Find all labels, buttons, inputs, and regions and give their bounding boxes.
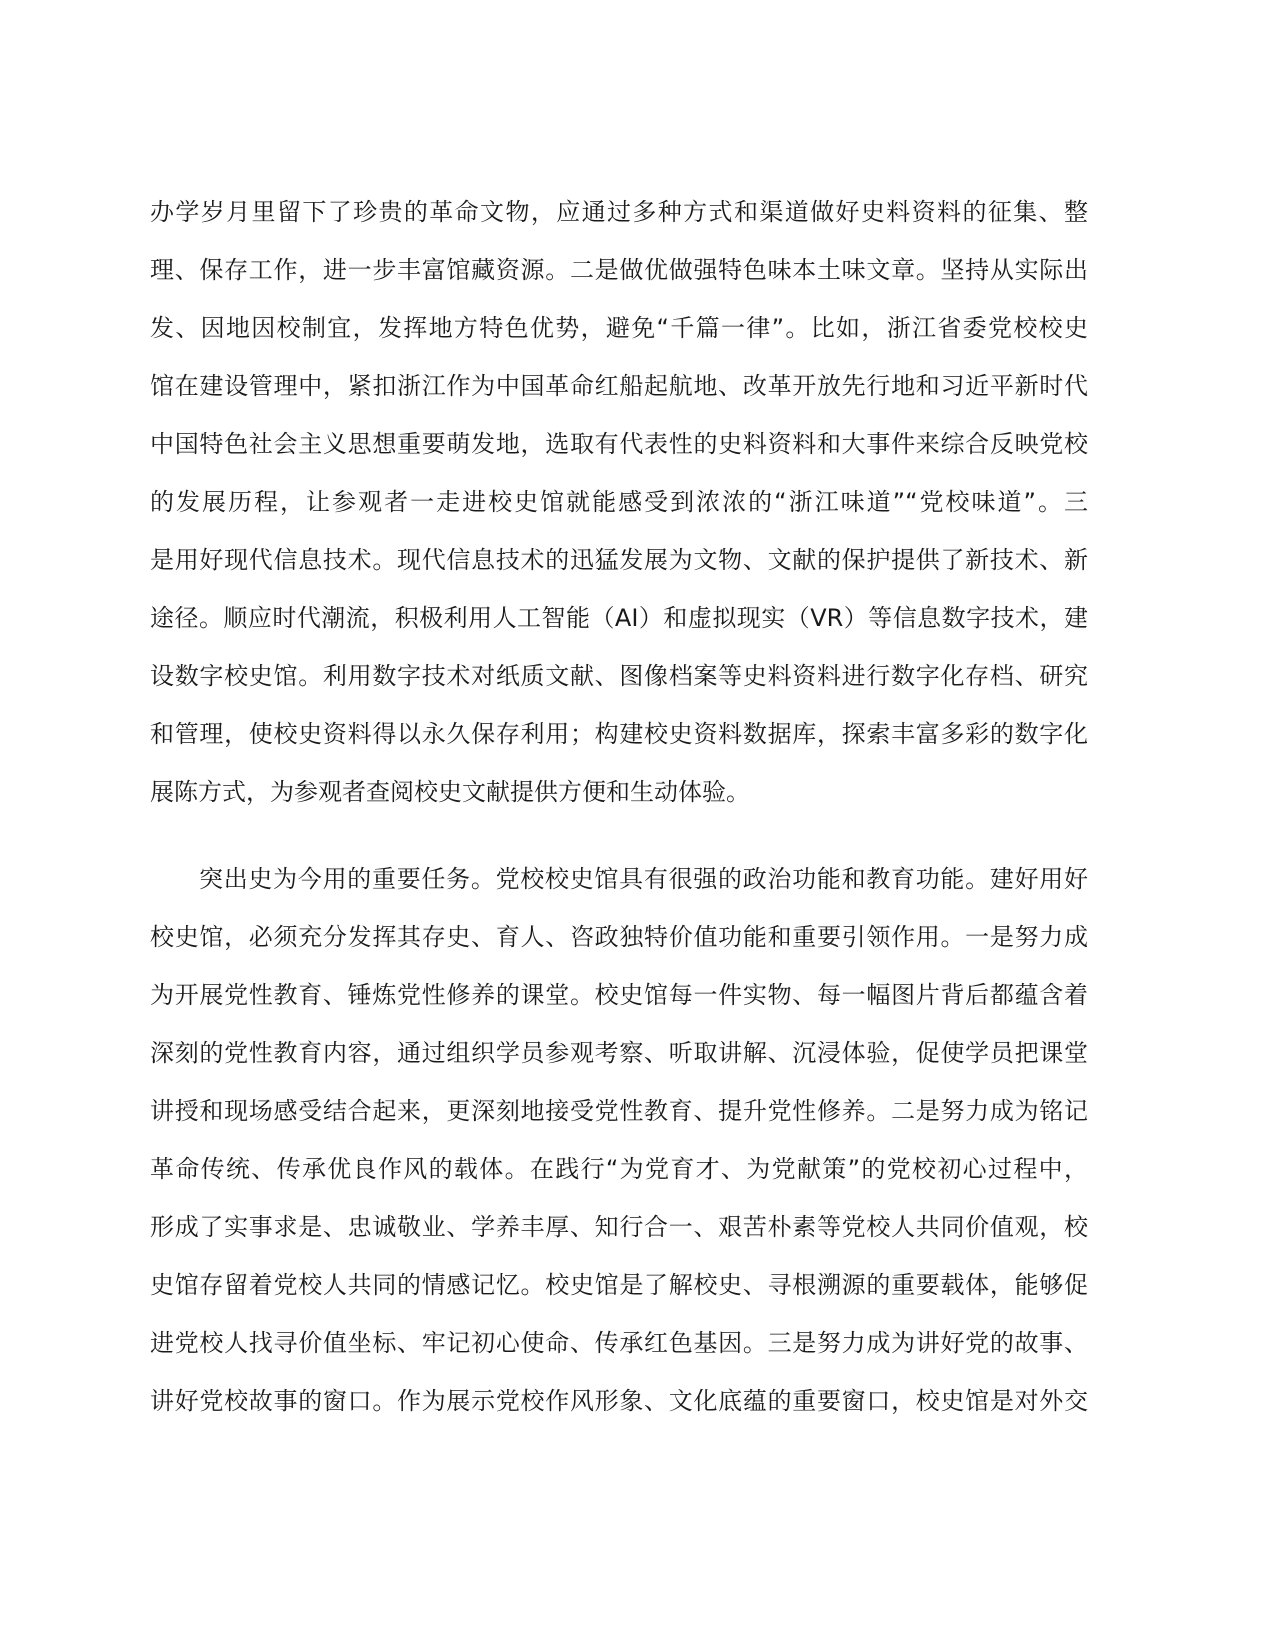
- text-line: 馆在建设管理中，紧扣浙江作为中国革命红船起航地、改革开放先行地和习近平新时代: [150, 372, 1088, 400]
- text-line: 突出史为今用的重要任务。党校校史馆具有很强的政治功能和教育功能。建好用好: [199, 865, 1088, 893]
- paragraph-1: [150, 183, 1088, 821]
- document-page: [150, 183, 1088, 1430]
- text-line: 理、保存工作，进一步丰富馆藏资源。二是做优做强特色味本土味文章。坚持从实际出: [150, 256, 1088, 284]
- text-line: 是用好现代信息技术。现代信息技术的迅猛发展为文物、文献的保护提供了新技术、新: [150, 546, 1088, 574]
- text-line: 为开展党性教育、锤炼党性修养的课堂。校史馆每一件实物、每一幅图片背后都蕴含着: [150, 981, 1088, 1009]
- text-line: 发、因地因校制宜，发挥地方特色优势，避免“千篇一律”。比如，浙江省委党校校史: [150, 314, 1088, 342]
- text-line: 形成了实事求是、忠诚敬业、学养丰厚、知行合一、艰苦朴素等党校人共同价值观，校: [150, 1213, 1088, 1241]
- text-line: 途径。顺应时代潮流，积极利用人工智能（AI）和虚拟现实（VR）等信息数字技术，建: [150, 604, 1088, 632]
- text-line: 办学岁月里留下了珍贵的革命文物，应通过多种方式和渠道做好史料资料的征集、整: [150, 198, 1088, 226]
- text-line: 中国特色社会主义思想重要萌发地，选取有代表性的史料资料和大事件来综合反映党校: [150, 430, 1088, 458]
- text-line: 深刻的党性教育内容，通过组织学员参观考察、听取讲解、沉浸体验，促使学员把课堂: [150, 1039, 1088, 1067]
- text-line: 和管理，使校史资料得以永久保存利用；构建校史资料数据库，探索丰富多彩的数字化: [150, 720, 1088, 748]
- text-line: 讲授和现场感受结合起来，更深刻地接受党性教育、提升党性修养。二是努力成为铭记: [150, 1097, 1088, 1125]
- text-line: 史馆存留着党校人共同的情感记忆。校史馆是了解校史、寻根溯源的重要载体，能够促: [150, 1271, 1088, 1299]
- text-line: 革命传统、传承优良作风的载体。在践行“为党育才、为党献策”的党校初心过程中，: [150, 1155, 1088, 1183]
- paragraph-2: [150, 850, 1088, 1430]
- text-line: 讲好党校故事的窗口。作为展示党校作风形象、文化底蕴的重要窗口，校史馆是对外交: [150, 1387, 1088, 1415]
- text-line: 进党校人找寻价值坐标、牢记初心使命、传承红色基因。三是努力成为讲好党的故事、: [150, 1329, 1088, 1357]
- text-line: 校史馆，必须充分发挥其存史、育人、咨政独特价值功能和重要引领作用。一是努力成: [150, 923, 1088, 951]
- text-line: 的发展历程，让参观者一走进校史馆就能感受到浓浓的“浙江味道”“党校味道”。三: [150, 488, 1088, 516]
- text-line: 展陈方式，为参观者查阅校史文献提供方便和生动体验。: [150, 778, 750, 806]
- paragraph-spacer: [150, 821, 1088, 850]
- text-line: 设数字校史馆。利用数字技术对纸质文献、图像档案等史料资料进行数字化存档、研究: [150, 662, 1088, 690]
